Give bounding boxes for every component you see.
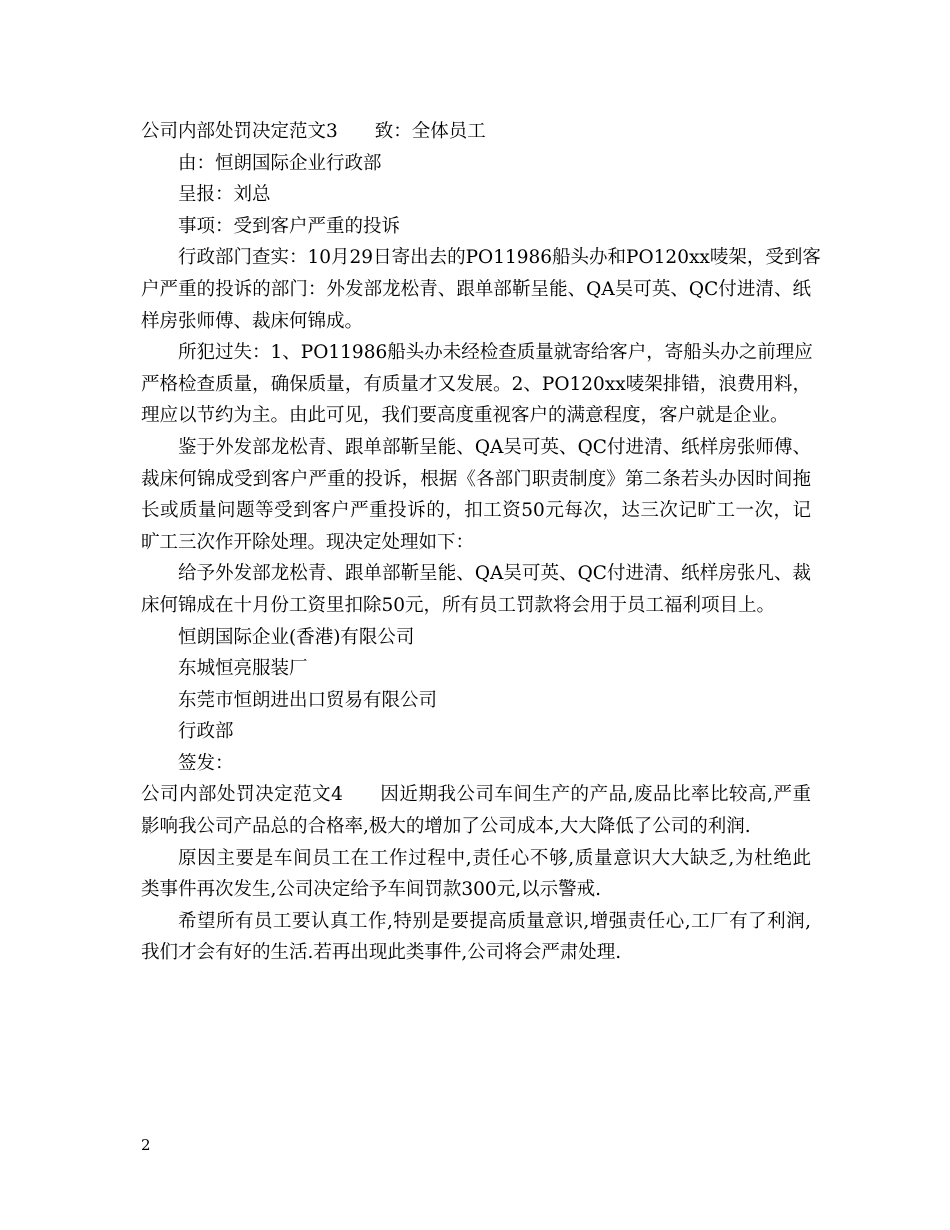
paragraph-line: 严格检查质量，确保质量，有质量才又发展。2、PO120xx唛架排错，浪费用料， bbox=[141, 373, 811, 395]
signature-department: 行政部 bbox=[178, 721, 234, 743]
paragraph-line: 行政部门查实：10月29日寄出去的PO11986船头办和PO120xx唛架，受到客 bbox=[178, 247, 821, 269]
section3-from: 由：恒朗国际企业行政部 bbox=[178, 152, 382, 174]
paragraph-line: 理应以节约为主。由此可见，我们要高度重视客户的满意程度，客户就是企业。 bbox=[141, 405, 789, 427]
paragraph-line: 希望所有员工要认真工作,特别是要提高质量意识,增强责任心,工厂有了利润, bbox=[178, 910, 811, 932]
paragraph-line: 户严重的投诉的部门：外发部龙松青、跟单部靳呈能、QA吴可英、QC付进清、纸 bbox=[141, 278, 811, 300]
paragraph-line: 长或质量问题等受到客户严重投诉的，扣工资50元每次，达三次记旷工一次，记 bbox=[141, 500, 811, 522]
section4-reason-paragraph bbox=[141, 843, 811, 906]
paragraph-line: 影响我公司产品总的合格率,极大的增加了公司成本,大大降低了公司的利润. bbox=[141, 816, 751, 838]
section3-heading-line bbox=[141, 116, 811, 148]
section3-signature-block bbox=[141, 622, 811, 780]
section3-basis-paragraph bbox=[141, 432, 811, 558]
paragraph-line: 旷工三次作开除处理。现决定处理如下： bbox=[141, 531, 475, 553]
signature-issued: 签发： bbox=[178, 752, 234, 774]
paragraph-line: 床何锦成在十月份工资里扣除50元，所有员工罚款将会用于员工福利项目上。 bbox=[141, 594, 776, 616]
section3-faults-paragraph bbox=[141, 337, 811, 432]
document-body bbox=[141, 116, 821, 969]
paragraph-line: 给予外发部龙松青、跟单部靳呈能、QA吴可英、QC付进清、纸样房张凡、裁 bbox=[178, 563, 811, 585]
page-number: 2 bbox=[141, 1136, 151, 1154]
section4-title: 公司内部处罚决定范文4 bbox=[141, 784, 343, 806]
paragraph-line: 我们才会有好的生活.若再出现此类事件,公司将会严肃处理. bbox=[141, 942, 622, 964]
signature-trading-company: 东莞市恒朗进出口贸易有限公司 bbox=[178, 689, 438, 711]
paragraph-line: 原因主要是车间员工在工作过程中,责任心不够,质量意识大大缺乏,为杜绝此 bbox=[178, 847, 811, 869]
section3-title: 公司内部处罚决定范文3 bbox=[141, 121, 338, 142]
paragraph-line: 类事件再次发生,公司决定给予车间罚款300元,以示警戒. bbox=[141, 879, 601, 901]
section3-decision-paragraph bbox=[141, 558, 811, 621]
section4-intro-paragraph bbox=[141, 779, 811, 842]
section4-hope-paragraph bbox=[141, 906, 811, 969]
paragraph-line: 裁床何锦成受到客户严重的投诉，根据《各部门职责制度》第二条若头办因时间拖 bbox=[141, 468, 811, 490]
paragraph-line: 鉴于外发部龙松青、跟单部靳呈能、QA吴可英、QC付进清、纸样房张师傅、 bbox=[178, 436, 811, 458]
paragraph-text: 因近期我公司车间生产的产品,废品比率比较高,严重 bbox=[379, 784, 811, 806]
section4-heading-line bbox=[141, 779, 811, 811]
section3-recipient: 致：全体员工 bbox=[374, 121, 486, 142]
section3-report-to: 呈报：刘总 bbox=[178, 184, 271, 206]
signature-factory: 东城恒亮服装厂 bbox=[178, 658, 308, 680]
section3-findings-paragraph bbox=[141, 242, 821, 337]
paragraph-line: 所犯过失：1、PO11986船头办未经检查质量就寄给客户，寄船头办之前理应 bbox=[178, 342, 813, 364]
paragraph-line: 样房张师傅、裁床何锦成。 bbox=[141, 310, 364, 332]
signature-company-hk: 恒朗国际企业(香港)有限公司 bbox=[178, 626, 415, 648]
section3-subject: 事项：受到客户严重的投诉 bbox=[178, 215, 401, 237]
